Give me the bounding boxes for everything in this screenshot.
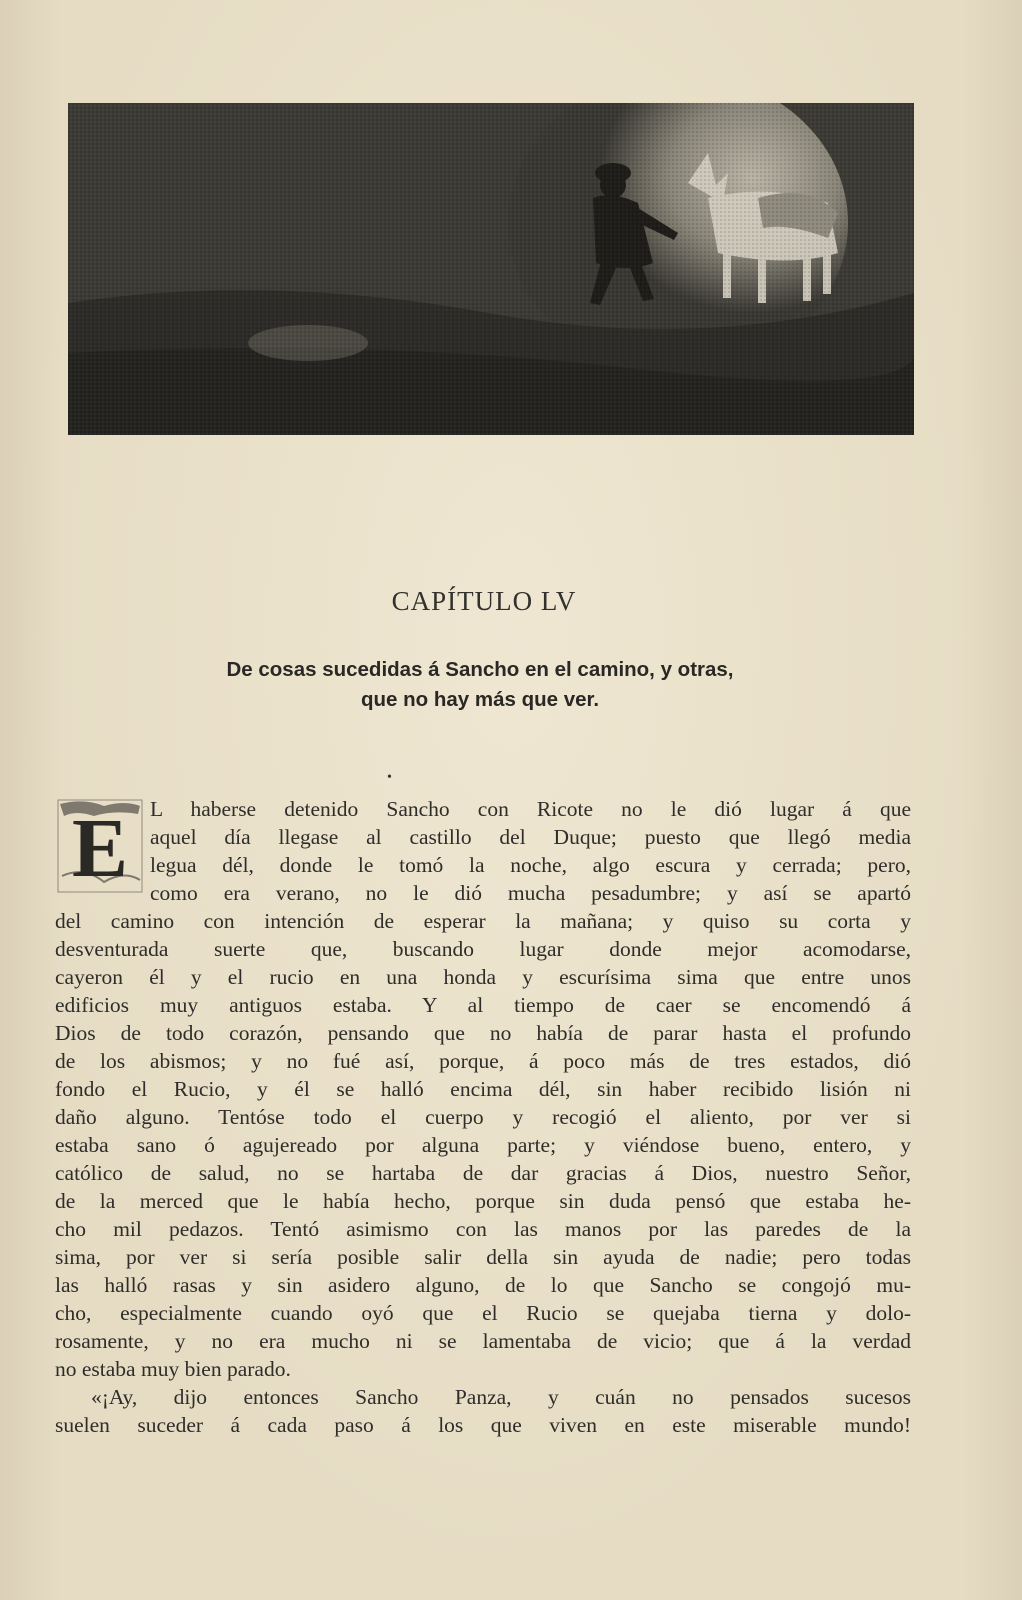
text-line: legua dél, donde le tomó la noche, algo escura y cerrada; pero, bbox=[150, 853, 911, 877]
text-line: como era verano, no le dió mucha pesadumbre; y así se apartó bbox=[150, 881, 911, 905]
chapter-subtitle bbox=[130, 655, 830, 715]
text-line: fondo el Rucio, y él se halló encima dél, sin haber recibido lisión ni bbox=[55, 1077, 911, 1101]
engraving-image bbox=[68, 103, 914, 435]
subtitle-line: que no hay más que ver. bbox=[360, 688, 600, 711]
drop-cap-letter: E bbox=[71, 802, 129, 895]
text-line: de la merced que le había hecho, porque sin duda pensó que estaba he- bbox=[55, 1189, 911, 1213]
chapter-body bbox=[55, 795, 911, 1439]
text-line: del camino con intención de esperar la mañana; y quiso su corta y bbox=[55, 909, 911, 933]
text-line: cayeron él y el rucio en una honda y escurísima sima que entre unos bbox=[55, 965, 911, 989]
text-line: de los abismos; y no fué así, porque, á poco más de tres estados, dió bbox=[55, 1049, 911, 1073]
separator-ornament: • bbox=[387, 770, 392, 785]
subtitle-line: De cosas sucedidas á Sancho en el camino, y otras, bbox=[226, 658, 734, 681]
text-line: desventurada suerte que, buscando lugar donde mejor acomodarse, bbox=[55, 937, 911, 961]
text-line: sima, por ver si sería posible salir della sin ayuda de nadie; pero todas bbox=[55, 1245, 911, 1269]
text-line: las halló rasas y sin asidero alguno, de lo que Sancho se congojó mu- bbox=[55, 1273, 911, 1297]
text-line: cho mil pedazos. Tentó asimismo con las manos por las paredes de la bbox=[55, 1217, 911, 1241]
text-line: daño alguno. Tentóse todo el cuerpo y recogió el aliento, por ver si bbox=[55, 1105, 911, 1129]
chapter-illustration bbox=[68, 103, 914, 435]
text-line: edificios muy antiguos estaba. Y al tiempo de caer se encomendó á bbox=[55, 993, 911, 1017]
text-line: no estaba muy bien parado. bbox=[55, 1357, 291, 1381]
text-line: católico de salud, no se hartaba de dar gracias á Dios, nuestro Señor, bbox=[55, 1161, 911, 1185]
text-line: rosamente, y no era mucho ni se lamentaba de vicio; que á la verdad bbox=[55, 1329, 911, 1353]
text-line: L haberse detenido Sancho con Ricote no le dió lugar á que bbox=[150, 797, 911, 821]
chapter-title: CAPÍTULO LV bbox=[391, 586, 577, 616]
text-line: Dios de todo corazón, pensando que no había de parar hasta el profundo bbox=[55, 1021, 911, 1045]
text-line: estaba sano ó agujereado por alguna parte; y viéndose bueno, entero, y bbox=[55, 1133, 911, 1157]
text-line: aquel día llegase al castillo del Duque; puesto que llegó media bbox=[150, 825, 911, 849]
text-line: «¡Ay, dijo entonces Sancho Panza, y cuán no pensados sucesos bbox=[91, 1385, 911, 1409]
text-line: cho, especialmente cuando oyó que el Rucio se quejaba tierna y dolo- bbox=[55, 1301, 911, 1325]
text-line: suelen suceder á cada paso á los que viven en este miserable mundo! bbox=[55, 1413, 911, 1437]
